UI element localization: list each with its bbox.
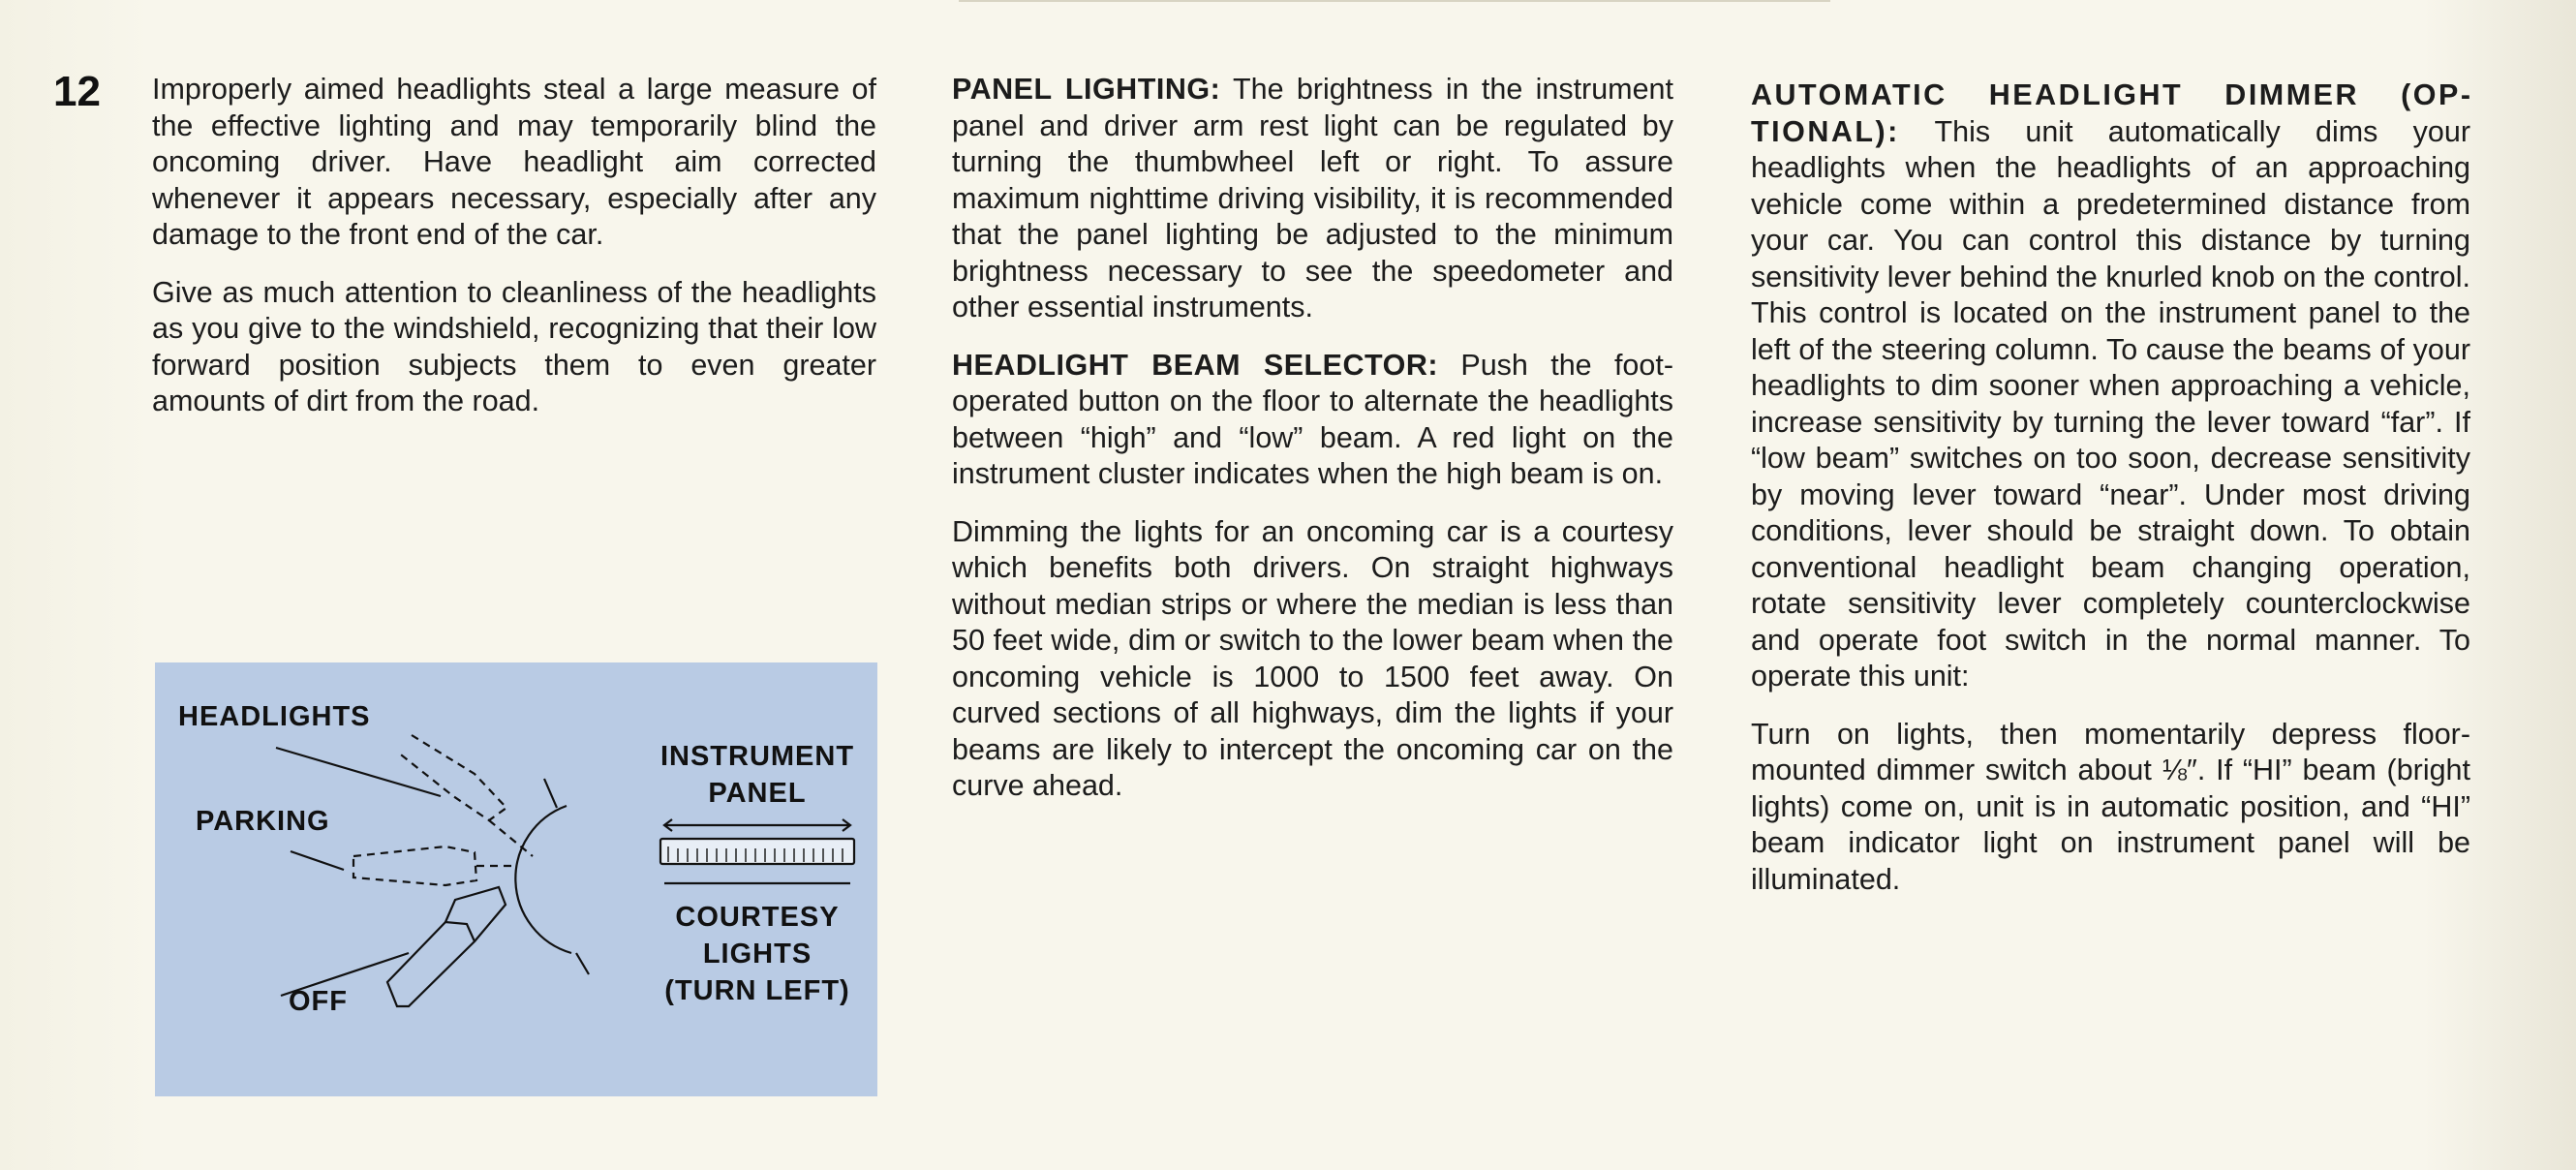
beam-selector-text: Push the foot-operated button on the floor to alternate the headlights between “high” and “low” beam. A red light on the instrument cluster indicates when the high beam is on. [952, 348, 1673, 490]
parking-label: PARKING [196, 806, 330, 837]
headlight-cleanliness-paragraph: Give as much attention to cleanliness of the headlights as you give to the windshield, recognizing that their low forward position subjects them to even greater amounts of dirt from the road. [152, 275, 876, 417]
courtesy-line-2: LIGHTS [702, 939, 813, 970]
headlight-switch-diagram [155, 662, 877, 1096]
panel-lighting-text: The brightness in the instrument panel and driver arm rest light can be regulated by turning the thumbwheel left or right. To assure maximum nighttime driving visibility, it is recommended that the panel lighting be adjusted to the minimum brightness necessary to see the speedometer and other essential instruments. [952, 73, 1673, 323]
courtesy-lights-label [639, 899, 875, 1009]
dimming-courtesy-paragraph: Dimming the lights for an oncoming car is a courtesy which benefits both drivers. On straight highways without median strips or where the median is less than 50 feet wide, dim or switch to the lower beam when the oncoming vehicle is 1000 to 1500 feet away. On curved sections of all highways, dim the lights if your beams are likely to intercept the oncoming car on the curve ahead. [952, 514, 1673, 802]
parking-leader [291, 851, 344, 870]
parking-position-dashed [353, 847, 476, 885]
thumbwheel-icon [660, 839, 854, 864]
off-label: OFF [289, 986, 348, 1017]
off-position-lever [387, 922, 475, 1006]
instrument-panel-label [639, 738, 875, 812]
courtesy-line-1: COURTESY [675, 902, 840, 933]
auto-dimmer-heading: AUTOMATIC HEADLIGHT DIMMER (OPTIONAL): [1751, 78, 2470, 148]
courtesy-line-3: (TURN LEFT) [664, 975, 850, 1006]
auto-dimmer-paragraph [1751, 77, 2470, 695]
beam-selector-paragraph [952, 348, 1673, 493]
panel-lighting-paragraph [952, 72, 1673, 326]
page-number: 12 [53, 68, 101, 115]
panel-lighting-heading: PANEL LIGHTING: [952, 73, 1221, 106]
instrument-panel-line-2: PANEL [708, 778, 807, 809]
instrument-panel-line-1: INSTRUMENT [659, 741, 855, 772]
operate-unit-paragraph: Turn on lights, then momentarily depress floor-mounted dimmer switch about ⅛″. If “HI” beam (bright lights) come on, unit is in automatic position, and “HI” beam indicator light on instrument panel will be illuminated. [1751, 717, 2470, 896]
headlights-label: HEADLIGHTS [178, 701, 371, 732]
switch-knob-arc [515, 806, 571, 953]
headlights-position-dashed [397, 735, 506, 820]
column-3 [1751, 77, 2470, 919]
column-1 [152, 72, 876, 442]
headlight-aim-paragraph: Improperly aimed headlights steal a large measure of the effective lighting and may temporarily blind the oncoming driver. Have headlight aim corrected whenever it appears necessary, especially after any damage to the front end of the car. [152, 73, 876, 251]
column-2 [952, 72, 1673, 826]
headlights-leader [276, 748, 441, 796]
top-edge-rule [959, 0, 1830, 2]
auto-dimmer-text: This unit automatically dims your headlights when the headlights of an approaching vehicle come within a predetermined distance from your car. You can control this distance by turning sensitivity lever behind the knurled knob on the control. This control is located on the instrument panel to the left of the steering column. To cause the beams of your headlights to dim sooner when approaching a vehicle, increase sensitivity by turning the lever toward “far”. If “low beam” switches on too soon, decrease sensitivity by moving lever toward “near”. Under most driving conditions, lever should be straight down. To obtain conventional headlight beam changing operation, rotate sensitivity lever completely counterclockwise and operate foot switch in the normal manner. To operate this unit: [1751, 114, 2470, 693]
beam-selector-heading: HEADLIGHT BEAM SELECTOR: [952, 348, 1439, 382]
